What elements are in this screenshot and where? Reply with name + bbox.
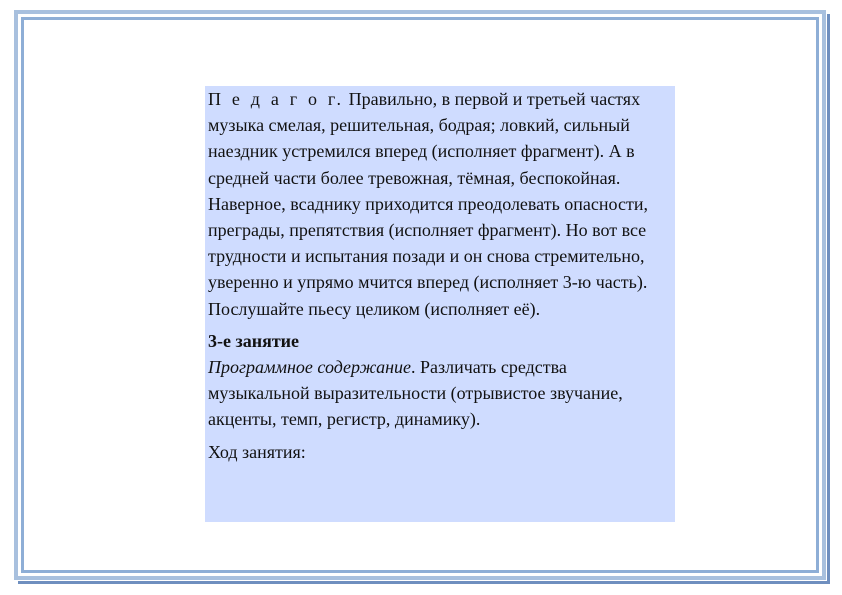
program-text: . Различать средства музыкальной выразительности (отрывистое звучание, акценты, темп, регистр, динамику). [208,357,623,430]
program-paragraph [208,354,671,433]
speaker-label: П е д а г о г. [208,89,345,109]
teacher-paragraph [208,86,671,322]
lesson-course: Ход занятия: [208,441,306,462]
lesson-heading: 3-е занятие [208,330,300,351]
text-box [205,86,675,522]
teacher-paragraph-text: Правильно, в первой и третьей частях музыка смелая, решительная, бодрая; ловкий, сильный наездник устремился вперед (исполняет фрагмент). А в средней части более тревожная, тёмная, беспокойная. Наверное, всаднику приходится преодолевать опасности, преграды, препятствия (исполняет фрагмент). Но вот все трудности и испытания позади и он снова стремительно, уверенно и упрямо мчится вперед (исполняет 3-ю часть). Послушайте пьесу целиком (исполняет её). [208,89,648,319]
program-label: Программное содержание [208,357,412,378]
